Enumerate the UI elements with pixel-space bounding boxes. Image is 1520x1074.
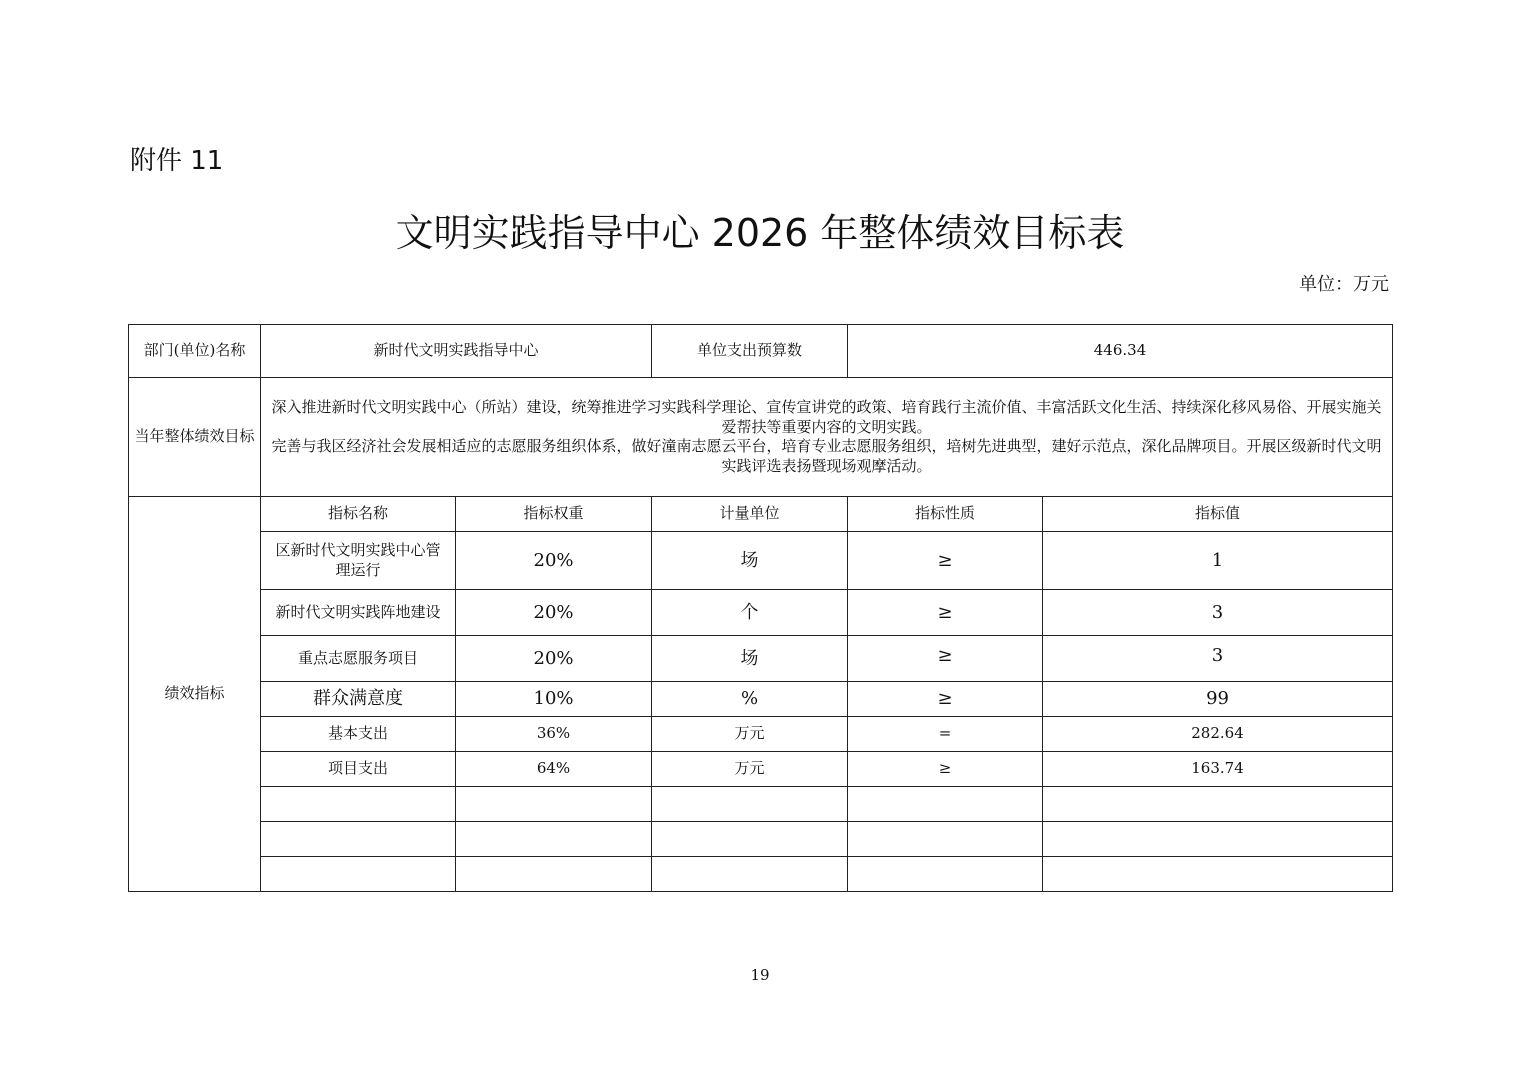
indicator-value: 99 [1043, 682, 1393, 717]
empty-cell [848, 857, 1043, 892]
indicator-unit: 个 [652, 590, 848, 636]
indicator-weight: 10% [456, 682, 652, 717]
goal-paragraph-1: 深入推进新时代文明实践中心（所站）建设，统筹推进学习实践科学理论、宣传宣讲党的政策、培育践行主流价值、丰富活跃文化生活、持续深化移风易俗、开展实施关爱帮扶等重要内容的文明实践。 [271, 398, 1382, 436]
header-weight: 指标权重 [456, 497, 652, 532]
indicator-value: 3 [1043, 590, 1393, 636]
empty-cell [652, 857, 848, 892]
table-row [129, 532, 1393, 590]
table-row [129, 717, 1393, 752]
page-number: 19 [750, 966, 770, 984]
page-title: 文明实践指导中心 2026 年整体绩效目标表 [395, 211, 1125, 255]
empty-cell [456, 787, 652, 822]
goal-label: 当年整体绩效目标 [129, 378, 261, 497]
unit-note: 单位：万元 [1299, 274, 1389, 295]
indicator-weight: 64% [456, 752, 652, 787]
empty-cell [456, 857, 652, 892]
indicator-header-row [129, 497, 1393, 532]
goal-row [129, 378, 1393, 497]
indicator-value: 1 [1043, 532, 1393, 590]
header-nature: 指标性质 [848, 497, 1043, 532]
table-row [129, 636, 1393, 682]
indicator-unit: 场 [652, 532, 848, 590]
empty-cell [848, 787, 1043, 822]
indicator-unit: 场 [652, 636, 848, 682]
goal-paragraph-2: 完善与我区经济社会发展相适应的志愿服务组织体系，做好潼南志愿云平台，培育专业志愿服务组织，培树先进典型，建好示范点，深化品牌项目。开展区级新时代文明实践评选表扬暨现场观摩活动。 [271, 437, 1382, 475]
indicator-weight: 20% [456, 590, 652, 636]
indicator-nature: = [848, 717, 1043, 752]
empty-cell [848, 822, 1043, 857]
table-row [129, 682, 1393, 717]
indicator-name: 新时代文明实践阵地建设 [261, 590, 456, 636]
empty-row [129, 822, 1393, 857]
empty-cell [261, 787, 456, 822]
empty-cell [652, 822, 848, 857]
header-value: 指标值 [1043, 497, 1393, 532]
budget-value: 446.34 [848, 325, 1393, 378]
empty-row [129, 857, 1393, 892]
indicator-unit: 万元 [652, 752, 848, 787]
table-row [129, 752, 1393, 787]
empty-cell [1043, 857, 1393, 892]
empty-cell [261, 822, 456, 857]
indicator-nature: ≥ [848, 636, 1043, 682]
header-unit: 计量单位 [652, 497, 848, 532]
dept-label: 部门(单位)名称 [129, 325, 261, 378]
empty-cell [1043, 822, 1393, 857]
indicator-unit: % [652, 682, 848, 717]
indicator-name: 项目支出 [261, 752, 456, 787]
dept-value: 新时代文明实践指导中心 [261, 325, 652, 378]
budget-label: 单位支出预算数 [652, 325, 848, 378]
performance-table [128, 324, 1393, 892]
indicator-unit: 万元 [652, 717, 848, 752]
empty-row [129, 787, 1393, 822]
info-row [129, 325, 1393, 378]
indicator-name: 群众满意度 [261, 682, 456, 717]
indicator-name: 基本支出 [261, 717, 456, 752]
attachment-label: 附件 11 [130, 146, 224, 176]
goal-text [261, 378, 1393, 497]
indicator-section-label: 绩效指标 [129, 497, 261, 892]
indicator-nature: ≥ [848, 752, 1043, 787]
empty-cell [456, 822, 652, 857]
indicator-weight: 20% [456, 532, 652, 590]
indicator-name: 区新时代文明实践中心管理运行 [261, 532, 456, 590]
indicator-nature: ≥ [848, 682, 1043, 717]
indicator-value: 163.74 [1043, 752, 1393, 787]
indicator-weight: 20% [456, 636, 652, 682]
indicator-nature: ≥ [848, 590, 1043, 636]
table-row [129, 590, 1393, 636]
indicator-weight: 36% [456, 717, 652, 752]
indicator-nature: ≥ [848, 532, 1043, 590]
empty-cell [1043, 787, 1393, 822]
indicator-value: 282.64 [1043, 717, 1393, 752]
empty-cell [261, 857, 456, 892]
indicator-name: 重点志愿服务项目 [261, 636, 456, 682]
indicator-value: 3 [1043, 636, 1393, 682]
empty-cell [652, 787, 848, 822]
header-name: 指标名称 [261, 497, 456, 532]
